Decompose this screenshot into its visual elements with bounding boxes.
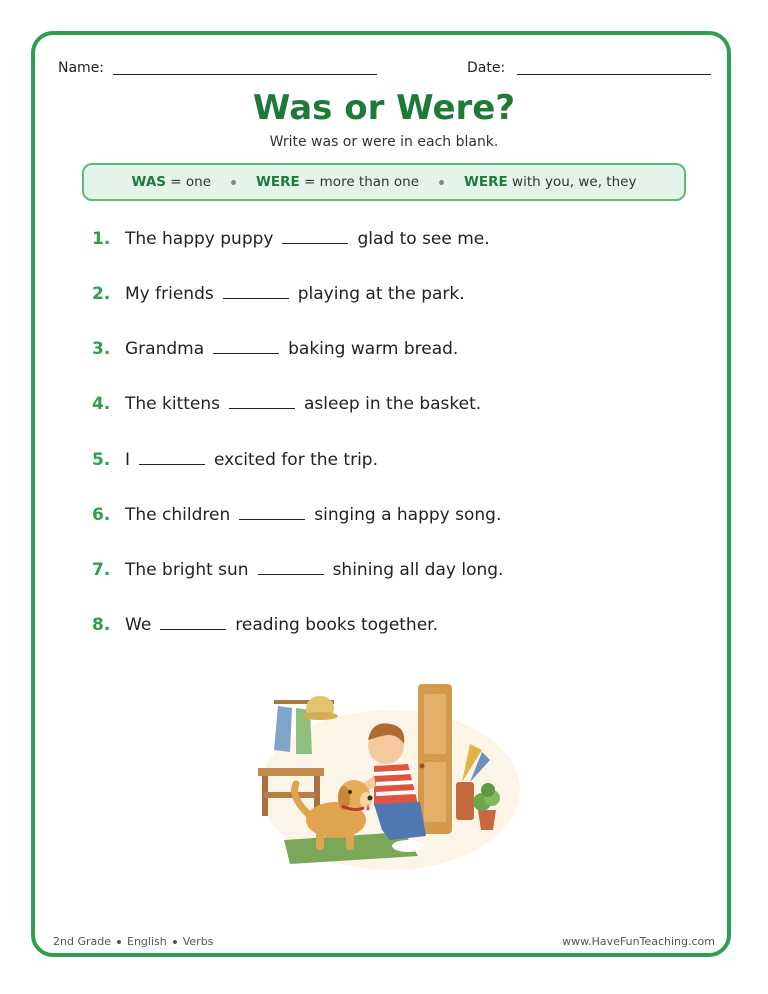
- question-number: 4.: [92, 394, 111, 414]
- question-number: 2.: [92, 284, 111, 304]
- name-field[interactable]: [113, 74, 377, 75]
- answer-blank[interactable]: [229, 407, 295, 409]
- date-field[interactable]: [517, 74, 711, 75]
- question-text-before: I: [125, 450, 131, 470]
- worksheet-title: Was or Were?: [252, 88, 516, 128]
- question-number: 5.: [92, 450, 111, 470]
- footer-tag-subject: English: [127, 935, 167, 948]
- question-text-after: glad to see me.: [357, 229, 490, 249]
- boy-petting-puppy-illustration: [250, 680, 520, 870]
- question-number: 3.: [92, 339, 111, 359]
- question-text-before: The bright sun: [125, 560, 249, 580]
- question-text-before: My friends: [125, 284, 214, 304]
- answer-blank[interactable]: [160, 628, 226, 630]
- question-text-before: We: [125, 615, 152, 635]
- separator-dot: [173, 940, 177, 944]
- question-text-after: baking warm bread.: [288, 339, 459, 359]
- separator-dot: [231, 180, 236, 185]
- question-text-before: The kittens: [125, 394, 221, 414]
- separator-dot: [439, 180, 444, 185]
- name-label: Name:: [58, 60, 105, 76]
- footer-tag-topic: Verbs: [182, 935, 214, 948]
- answer-blank[interactable]: [223, 297, 289, 299]
- question-text-after: asleep in the basket.: [304, 394, 482, 414]
- question-text-after: shining all day long.: [332, 560, 504, 580]
- question-7: [92, 560, 503, 580]
- question-8: [92, 615, 438, 635]
- question-text-after: singing a happy song.: [314, 505, 502, 525]
- question-3: [92, 339, 458, 359]
- footer-website-link[interactable]: www.HaveFunTeaching.com: [562, 935, 715, 948]
- answer-blank[interactable]: [282, 242, 348, 244]
- question-6: [92, 505, 501, 525]
- question-1: [92, 229, 490, 249]
- question-text-after: excited for the trip.: [214, 450, 378, 470]
- question-text-before: The happy puppy: [125, 229, 274, 249]
- question-number: 1.: [92, 229, 111, 249]
- date-label: Date:: [467, 60, 506, 76]
- worksheet-instructions: Write was or were in each blank.: [269, 134, 499, 150]
- question-5: [92, 450, 378, 470]
- answer-blank[interactable]: [258, 573, 324, 575]
- question-text-before: The children: [125, 505, 231, 525]
- rule-were-pronouns: WERE with you, we, they: [464, 174, 637, 190]
- answer-blank[interactable]: [139, 463, 205, 465]
- question-2: [92, 284, 465, 304]
- rule-were-plural: WERE = more than one: [256, 174, 420, 190]
- answer-blank[interactable]: [239, 518, 305, 520]
- question-number: 8.: [92, 615, 111, 635]
- question-text-after: reading books together.: [235, 615, 439, 635]
- grammar-rule-box: [82, 163, 686, 201]
- footer-tags: [53, 935, 213, 948]
- question-text-after: playing at the park.: [297, 284, 465, 304]
- rule-was: WAS = one: [131, 174, 212, 190]
- question-text-before: Grandma: [125, 339, 205, 359]
- footer-tag-grade: 2nd Grade: [53, 935, 111, 948]
- separator-dot: [117, 940, 121, 944]
- question-number: 7.: [92, 560, 111, 580]
- answer-blank[interactable]: [213, 352, 279, 354]
- question-number: 6.: [92, 505, 111, 525]
- question-4: [92, 394, 481, 414]
